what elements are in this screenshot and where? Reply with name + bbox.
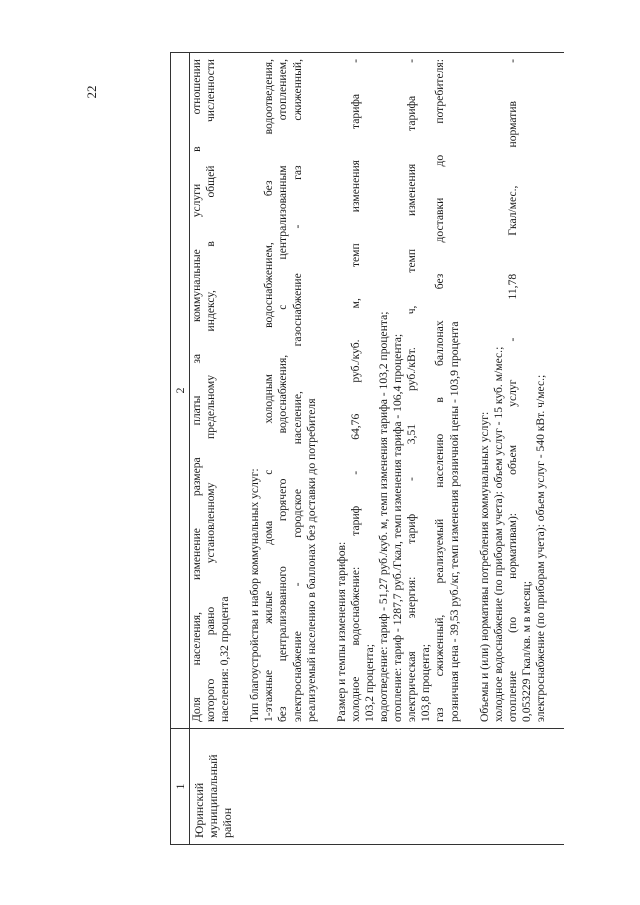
district-line: Юринский муниципальный <box>192 754 220 838</box>
text-line: электрическая энергия: тариф - 3,51 руб./кВт. ч, темп изменения тарифа - <box>405 59 419 722</box>
table-header-row <box>171 53 190 845</box>
text-line: отопление (по нормативам): объем услуг - 11,78 Гкал/мес., норматив - <box>505 59 519 722</box>
header-col-1: 1 <box>171 729 190 845</box>
text-line: населения: 0,32 процента <box>218 596 232 722</box>
text-line: реализуемый населению в баллонах без доставки до потребителя <box>304 398 318 722</box>
page-number: 22 <box>84 85 99 99</box>
text-line: электроснабжение - городское население, газоснабжение - газ сжиженный, <box>290 59 304 722</box>
text-line: Размер и темпы изменения тарифов: <box>334 541 348 722</box>
details-body <box>190 53 548 728</box>
text-block-improvement-type <box>248 59 318 722</box>
text-block-population-share <box>190 59 232 722</box>
text-line: холодное водоснабжение (по приборам учета): объем услуг - 15 куб. м/мес.; <box>491 346 505 722</box>
district-name <box>190 729 234 844</box>
text-line: газ сжиженный, реализуемый населению в баллонах без доставки до потребителя: <box>433 59 447 722</box>
text-line: без централизованного горячего водоснабжения, с централизованным отоплением, <box>276 59 290 722</box>
text-block-tariffs <box>335 59 462 722</box>
text-line: отопление: тариф - 1287,7 руб./Гкал, темп изменения тарифа - 106,4 процента; <box>391 333 405 722</box>
district-cell <box>190 729 565 845</box>
text-line: Тип благоустройства и набор коммунальных услуг: <box>248 468 262 722</box>
text-line: водоотведение: тариф - 51,27 руб./куб. м, темп изменения тарифа - 103,2 процента; <box>377 311 391 722</box>
text-line: Доля населения, изменение размера платы за коммунальные услуги в отношении <box>190 59 203 722</box>
district-line: район <box>220 807 234 838</box>
details-cell <box>190 53 565 729</box>
text-line: Объемы и (или) нормативы потребления коммунальных услуг: <box>477 411 491 722</box>
text-line: электроснабжение (по приборам учета): объем услуг - 540 кВт. ч/мес.; <box>533 374 547 722</box>
text-line: розничная цена - 39,53 руб./кг, темп изменения розничной цены - 103,9 процента <box>447 321 461 722</box>
text-line: 103,2 процента; <box>362 644 376 722</box>
text-line: 0,053229 Гкал/кв. м в месяц; <box>519 581 533 722</box>
text-line: 103,8 процента; <box>419 644 433 722</box>
text-line: которого равно установленному предельному индексу, в общей численности <box>204 59 218 722</box>
table-row <box>190 53 565 845</box>
utilities-table <box>170 52 564 845</box>
text-line: холодное водоснабжение: тариф - 64,76 руб./куб. м, темп изменения тарифа - <box>348 59 362 722</box>
header-col-2: 2 <box>171 53 190 729</box>
text-block-volumes <box>478 59 548 722</box>
text-line: 1-этажные жилые дома с холодным водоснабжением, без водоотведения, <box>262 59 276 722</box>
rotated-document <box>170 55 630 845</box>
